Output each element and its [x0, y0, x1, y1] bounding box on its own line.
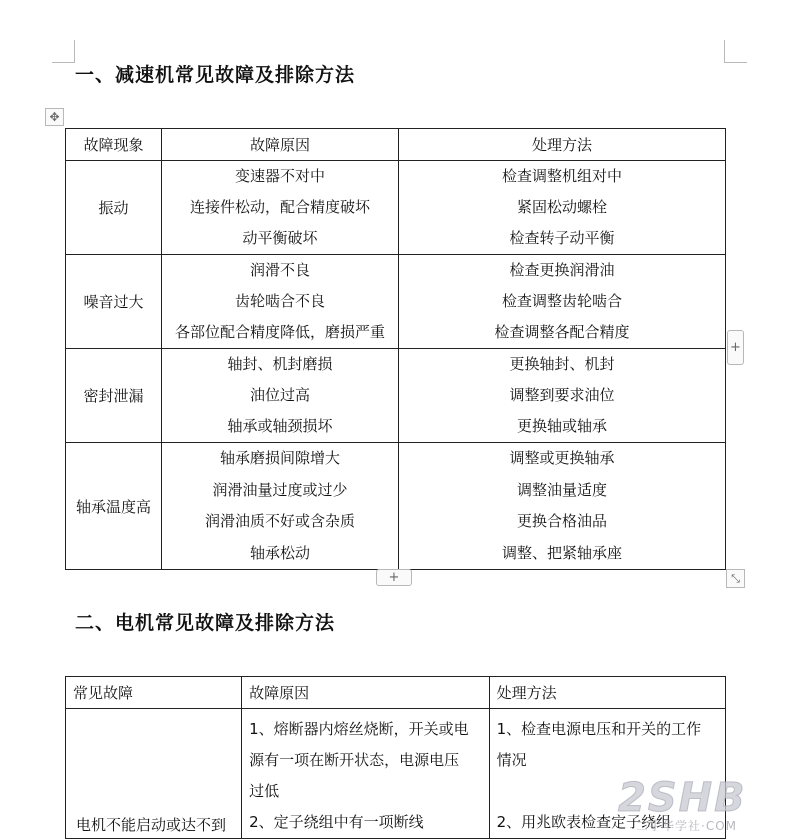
- symptom-cell[interactable]: 轴承温度高: [66, 443, 162, 570]
- solution-cell[interactable]: [489, 709, 725, 839]
- solution-line: 更换合格油品: [516, 512, 607, 530]
- watermark-sub: 二手华学社·COM: [636, 819, 737, 833]
- cause-line: 润滑不良: [249, 261, 310, 279]
- cause-line: 各部位配合精度降低，磨损严重: [174, 323, 385, 341]
- solution-line: 检查转子动平衡: [509, 229, 615, 247]
- cause-line: 轴封、机封磨损: [227, 355, 333, 373]
- cause-cell[interactable]: [162, 443, 399, 570]
- solution-cell[interactable]: [399, 255, 726, 349]
- cause-line: 源有一项在断开状态，电源电压: [249, 751, 460, 769]
- motor-fault-table: [65, 676, 726, 839]
- solution-line: 检查调整各配合精度: [494, 323, 630, 341]
- table-header-row: [66, 129, 726, 161]
- fault-cell[interactable]: [66, 709, 242, 839]
- watermark-main: 2SHB: [618, 775, 747, 821]
- page-corner-mark-top-right: [724, 40, 747, 63]
- solution-cell[interactable]: [399, 443, 726, 570]
- solution-line: 更换轴或轴承: [516, 417, 607, 435]
- solution-line: 检查调整齿轮啮合: [501, 292, 622, 310]
- header-cell[interactable]: 处理方法: [489, 677, 725, 709]
- page-corner-mark-top-left: [52, 40, 75, 63]
- section-title-reducer: 一、减速机常见故障及排除方法: [75, 64, 356, 86]
- solution-line: 调整油量适度: [516, 480, 607, 499]
- cause-line: 2、定子绕组中有一项断线: [249, 813, 424, 831]
- cause-line: 润滑油量过度或过少: [212, 480, 348, 499]
- header-cell[interactable]: 常见故障: [66, 677, 242, 709]
- cause-line: 动平衡破坏: [242, 229, 318, 247]
- header-cell[interactable]: 故障原因: [242, 677, 490, 709]
- header-cell[interactable]: 故障原因: [162, 129, 399, 161]
- table-header-row: [66, 677, 726, 709]
- cause-cell[interactable]: [162, 161, 399, 255]
- solution-line: 调整或更换轴承: [509, 449, 615, 467]
- cause-line: 1、熔断器内熔丝烧断，开关或电: [249, 720, 469, 738]
- header-cell[interactable]: 处理方法: [399, 129, 726, 161]
- cause-line: 变速器不对中: [234, 167, 325, 185]
- reducer-fault-table: [65, 128, 726, 570]
- solution-line: 检查调整机组对中: [501, 167, 622, 185]
- cause-line: 润滑油质不好或含杂质: [204, 512, 355, 530]
- cause-line: 轴承磨损间隙增大: [219, 449, 340, 467]
- symptom-cell[interactable]: 噪音过大: [66, 255, 162, 349]
- table-row: [66, 255, 726, 349]
- solution-line: 检查更换润滑油: [509, 261, 615, 279]
- table-row: [66, 443, 726, 570]
- cause-cell[interactable]: [242, 709, 490, 839]
- solution-line: 紧固松动螺栓: [516, 198, 607, 216]
- add-row-button[interactable]: +: [376, 569, 412, 586]
- cause-line: 齿轮啮合不良: [234, 292, 325, 310]
- solution-line: 调整到要求油位: [509, 386, 615, 404]
- add-column-button[interactable]: +: [727, 330, 744, 365]
- solution-cell[interactable]: [399, 349, 726, 443]
- cause-cell[interactable]: [162, 255, 399, 349]
- solution-line: 更换轴封、机封: [509, 355, 615, 373]
- solution-line: 情况: [496, 751, 527, 769]
- cause-line: 轴承松动: [249, 543, 310, 562]
- solution-line: 1、检查电源电压和开关的工作: [496, 720, 702, 738]
- solution-line: 调整、把紧轴承座: [501, 543, 622, 562]
- table-resize-handle-icon[interactable]: ⤡: [726, 569, 745, 588]
- cause-line: 连接件松动，配合精度破坏: [189, 198, 370, 216]
- cause-line: 过低: [249, 782, 280, 800]
- cause-line: 油位过高: [249, 386, 310, 404]
- symptom-cell[interactable]: 振动: [66, 161, 162, 255]
- symptom-cell[interactable]: 密封泄漏: [66, 349, 162, 443]
- blank-line: [497, 776, 719, 807]
- table-move-handle-icon[interactable]: ✥: [45, 108, 64, 126]
- fault-text: 电机不能启动或达不到: [76, 816, 227, 834]
- table-row: [66, 161, 726, 255]
- solution-line: 2、用兆欧表检查定子绕组: [496, 813, 672, 831]
- cause-line: 轴承或轴颈损坏: [227, 417, 333, 435]
- header-cell[interactable]: 故障现象: [66, 129, 162, 161]
- solution-cell[interactable]: [399, 161, 726, 255]
- section-title-motor: 二、电机常见故障及排除方法: [75, 612, 336, 634]
- table-row: [66, 709, 726, 839]
- cause-cell[interactable]: [162, 349, 399, 443]
- table-row: [66, 349, 726, 443]
